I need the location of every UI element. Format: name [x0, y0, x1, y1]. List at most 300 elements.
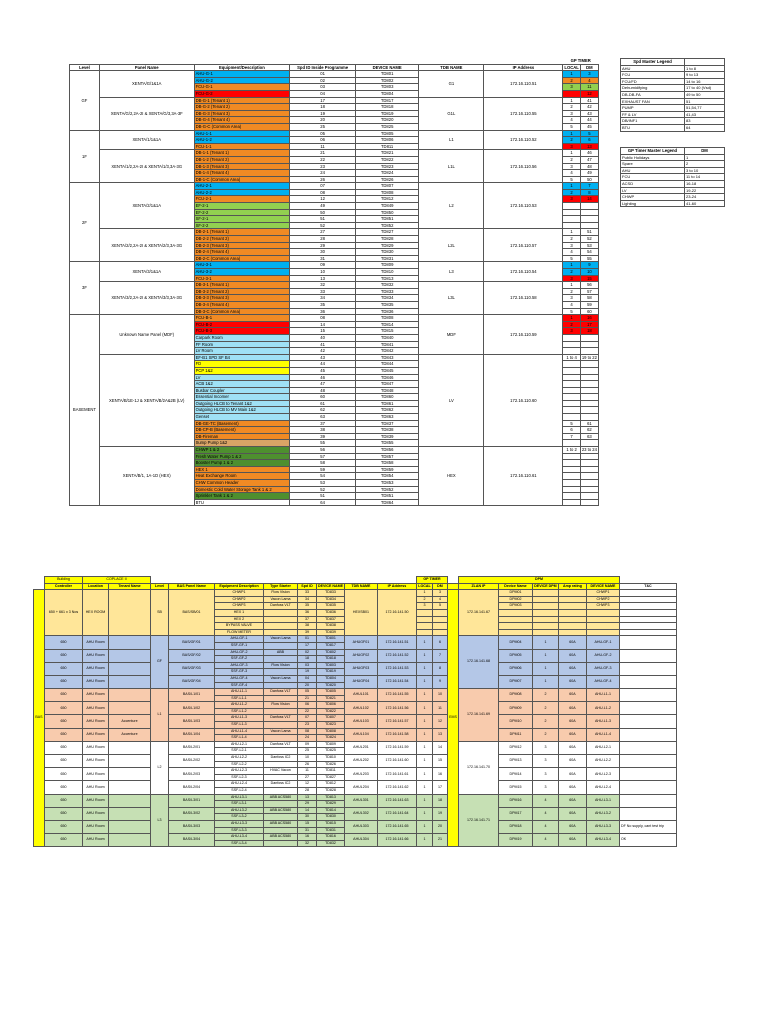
bas-panel-name: BAS/GF/04 — [169, 675, 215, 688]
spd-id: 04 — [298, 675, 317, 682]
gp-local — [563, 493, 580, 500]
device-name: TD820 — [355, 117, 418, 124]
amp-rating — [558, 603, 586, 610]
equipment-description: Carpark Room — [194, 334, 290, 341]
device-name: TD856 — [355, 447, 418, 454]
equipment-description: CHWP2 — [215, 596, 264, 603]
device-name: TD816 — [317, 834, 345, 841]
gp-local: 1 — [416, 755, 432, 768]
spd-id: 48 — [290, 387, 356, 394]
legend-key: DB-DB-FA — [621, 91, 685, 98]
equipment-description: DB-G-C (Common Area) — [194, 123, 290, 130]
gp-local: 4 — [563, 249, 580, 256]
equipment-description: DB-CP-B (Basement) — [194, 427, 290, 434]
spd-id: 15 — [298, 820, 317, 827]
equipment-description: FCU-1-1 — [194, 143, 290, 150]
level: SB — [151, 590, 169, 636]
ip-address: 172.16.141.66 — [377, 834, 416, 847]
building-label: Building — [45, 577, 83, 584]
device-name: TD847 — [355, 381, 418, 388]
equipment-description: DB-1-1 (Tenant 1) — [194, 150, 290, 157]
tc — [619, 794, 676, 807]
gp-dm: 17 — [580, 321, 598, 328]
equipment-description: DB-1-3 (Tenant 3) — [194, 163, 290, 170]
gp-local — [563, 499, 580, 506]
gp-local: 1 — [563, 71, 580, 78]
equipment-description: DB-1-4 (Tenant 4) — [194, 170, 290, 177]
legend-key: Lighting — [621, 200, 685, 207]
equipment-description: AHU-GF-2 — [215, 649, 264, 656]
equipment-description: AHU-L2-4 — [215, 781, 264, 788]
gp-dm: 61 — [580, 420, 598, 427]
spd-id: 17 — [290, 97, 356, 104]
tc — [619, 596, 676, 603]
gp-dm — [580, 222, 598, 229]
device-name: TD807 — [317, 715, 345, 722]
equipment-description: AHU-L3-3 — [215, 820, 264, 827]
tc — [619, 755, 676, 768]
tenant-name — [109, 794, 151, 807]
equipment-description: CHWP1 — [215, 590, 264, 597]
tc — [619, 609, 676, 616]
controller: 650 — [45, 662, 83, 675]
level-cell: BASEMENT — [70, 315, 100, 506]
dpm-device-name: DPM06 — [498, 662, 532, 675]
device-dpm: 4 — [532, 807, 558, 820]
ip-address: 172.16.141.60 — [377, 755, 416, 768]
spd-id: 47 — [290, 381, 356, 388]
ip-address: 172.16.110.58 — [484, 282, 563, 315]
gp-dm: 51 — [580, 229, 598, 236]
equipment-description: AHU-L1-3 — [215, 715, 264, 722]
dpm-device-name — [498, 616, 532, 623]
location: AHU Room — [83, 728, 109, 741]
controller: 650 — [45, 820, 83, 833]
table-row — [34, 728, 677, 735]
tenant-name — [109, 807, 151, 820]
gp-dm: 45 — [580, 123, 598, 130]
device-name: TD802 — [317, 649, 345, 656]
gp-dm: 5 — [580, 130, 598, 137]
gp-local: 2 — [563, 189, 580, 196]
gp-dm — [580, 400, 598, 407]
device-name: TD857 — [355, 453, 418, 460]
dpm-equipment: AHU-L1-3 — [586, 715, 619, 728]
gp-dm: 12 — [432, 715, 447, 728]
level: L2 — [151, 741, 169, 794]
column-header: DEVICE DPM — [532, 583, 558, 590]
device-name: TD862 — [355, 407, 418, 414]
equipment-description: SSF-L1-3 — [215, 722, 264, 729]
device-name: TD859 — [355, 466, 418, 473]
type-starter — [264, 669, 298, 676]
device-name: TD803 — [317, 662, 345, 669]
spd-id: 26 — [298, 761, 317, 768]
device-name: TD849 — [355, 203, 418, 210]
equipment-description: AHU-G-2 — [194, 77, 290, 84]
column-header: Panel Name — [99, 64, 194, 71]
gp-local: 3 — [563, 328, 580, 335]
column-header: Equipment Description — [215, 583, 264, 590]
device-dpm: 1 — [532, 662, 558, 675]
table-row — [34, 807, 677, 814]
device-name: TD851 — [355, 493, 418, 500]
tdb-name: AHUL303 — [344, 820, 377, 833]
device-name: TD812 — [355, 196, 418, 203]
legend-value: 14 to 16 — [685, 78, 725, 85]
device-dpm: 3 — [532, 755, 558, 768]
device-name: TD839 — [317, 629, 345, 636]
equipment-description: SSF-L1-2 — [215, 708, 264, 715]
legend-key: CHWP — [621, 194, 685, 201]
device-name: TD805 — [355, 130, 418, 137]
gp-local: 2 — [563, 104, 580, 111]
equipment-description: DB-2-1 (Tenant 1) — [194, 229, 290, 236]
spd-id: 01 — [290, 71, 356, 78]
spd-id: 21 — [290, 150, 356, 157]
tc — [619, 781, 676, 794]
device-name: TD833 — [317, 590, 345, 597]
spd-id: 59 — [290, 466, 356, 473]
dpm-device-name: DPM05 — [498, 649, 532, 662]
gp-local — [563, 466, 580, 473]
gp-local: 2 — [563, 321, 580, 328]
spd-id: 36 — [290, 308, 356, 315]
gp-dm: 3 — [580, 71, 598, 78]
equipment-description: SSF-L2-3 — [215, 774, 264, 781]
equipment-description: FCU-B-1 — [194, 315, 290, 322]
tdb-name: AHUGF04 — [344, 675, 377, 688]
legend-key: AHU — [621, 167, 685, 174]
spd-id: 41 — [290, 341, 356, 348]
equipment-description: DB-2-C (Common Area) — [194, 255, 290, 262]
bas-panel-name: BAS/GF/01 — [169, 636, 215, 649]
gp-dm — [580, 480, 598, 487]
device-name: TD854 — [355, 473, 418, 480]
type-starter — [264, 722, 298, 729]
dpm-device-name: DPM15 — [498, 781, 532, 794]
dpm-device-name: DPM07 — [498, 675, 532, 688]
type-starter: ABB ACS580 — [264, 834, 298, 841]
equipment-description: FCU-3-1 — [194, 275, 290, 282]
bms-dpm-table-lower — [33, 576, 741, 847]
controller: 650 — [45, 755, 83, 768]
gp-dm — [580, 466, 598, 473]
tenant-name — [109, 675, 151, 688]
gp-dm: 6 — [580, 137, 598, 144]
gp-dm: 11 — [580, 84, 598, 91]
gp-local: 1 — [563, 97, 580, 104]
dpm-equipment — [586, 616, 619, 623]
spd-id: 10 — [290, 269, 356, 276]
amp-rating: 60A — [558, 741, 586, 754]
device-dpm: 3 — [532, 781, 558, 794]
gp-dm — [580, 493, 598, 500]
device-name: TD828 — [355, 236, 418, 243]
spd-id: 33 — [290, 288, 356, 295]
equipment-description: Sump Pump 1&2 — [194, 440, 290, 447]
dpm-equipment: CHWP3 — [586, 603, 619, 610]
equipment-description: FCU-B-2 — [194, 321, 290, 328]
device-name: TD828 — [317, 788, 345, 795]
tdb-name: AHUGF03 — [344, 662, 377, 675]
gp-local: 6 — [563, 427, 580, 434]
tc: DF No supply, cant test trip — [619, 820, 676, 833]
gp-local: 3 — [416, 603, 432, 610]
type-starter — [264, 656, 298, 663]
gp-local: 3 — [563, 242, 580, 249]
gp-dm: 14 — [432, 741, 447, 754]
device-dpm: 4 — [532, 834, 558, 847]
type-starter: Flow Vision — [264, 590, 298, 597]
equipment-description: AHU-L3-4 — [215, 834, 264, 841]
gp-dm: 19 to 22 — [581, 354, 597, 360]
spd-id: 03 — [290, 84, 356, 91]
ip-address: 172.16.141.50 — [377, 590, 416, 636]
equipment-description: AHU-GF-4 — [215, 675, 264, 682]
gp-local: 3 — [563, 275, 580, 282]
panel-name: XENTA/B/1E-1J & XENTA/B/2A&2B (LV) — [99, 354, 194, 446]
gp-local: 1 — [416, 636, 432, 649]
gp-dm: 53 — [580, 242, 598, 249]
gp-dm: 8 — [580, 189, 598, 196]
amp-rating: 60A — [558, 689, 586, 702]
location: AHU Room — [83, 702, 109, 715]
location: AHU Room — [83, 768, 109, 781]
spd-id: 32 — [290, 282, 356, 289]
dpm-equipment: AHU-L1-1 — [586, 689, 619, 702]
equipment-description: AHU-L2-3 — [215, 768, 264, 775]
spd-id: 37 — [290, 420, 356, 427]
zlan-ip: 172.16.141.68 — [458, 636, 498, 689]
location: AHU Room — [83, 807, 109, 820]
spd-id: 18 — [290, 104, 356, 111]
device-name: TD851 — [355, 216, 418, 223]
table-row — [70, 282, 599, 289]
gp-local: 1 — [416, 781, 432, 794]
device-name: TD864 — [355, 499, 418, 506]
gp-dm: 13 — [580, 143, 598, 150]
column-header: Device Name — [498, 583, 532, 590]
device-name: TD836 — [317, 609, 345, 616]
device-dpm: 2 — [532, 715, 558, 728]
spd-id: 18 — [298, 656, 317, 663]
equipment-description: SSF-L3-3 — [215, 827, 264, 834]
spd-id: 23 — [290, 163, 356, 170]
gp-dm: 10 — [580, 269, 598, 276]
legend-value: 19-22 — [685, 187, 725, 194]
equipment-description: BYPASS VALVE — [215, 623, 264, 630]
amp-rating: 60A — [558, 675, 586, 688]
gp-local: 5 — [563, 308, 580, 315]
amp-rating: 60A — [558, 755, 586, 768]
tdb-name: AHUL302 — [344, 807, 377, 820]
equipment-description: DB-1-C (Common Area) — [194, 176, 290, 183]
gp-dm — [580, 203, 598, 210]
gp-local — [563, 486, 580, 493]
equipment-description: AHU-L1-4 — [215, 728, 264, 735]
dpm-device-name: DPM01 — [498, 590, 532, 597]
spd-id: 50 — [290, 209, 356, 216]
device-name: TD823 — [317, 722, 345, 729]
column-header: IP Address — [484, 64, 563, 71]
dpm-device-name: DPM13 — [498, 755, 532, 768]
gp-dm — [580, 499, 598, 506]
column-header: Spd ID — [298, 583, 317, 590]
ip-address: 172.16.110.56 — [484, 150, 563, 183]
building-value: COPLACE II — [83, 577, 151, 584]
gp-local — [563, 440, 580, 447]
equipment-description: AHU-GF-3 — [215, 662, 264, 669]
tdb-name: AHUGF01 — [344, 636, 377, 649]
device-name: TD817 — [355, 97, 418, 104]
dpm-equipment: AHU-GF-3 — [586, 662, 619, 675]
gp-local — [563, 387, 580, 394]
equipment-description: Outgoing HLCB to Tenant 1&2 — [194, 400, 290, 407]
spd-id: 33 — [298, 590, 317, 597]
legend-title: Spd Master Legend — [621, 59, 685, 66]
gp-local: 3 — [563, 196, 580, 203]
spd-id: 28 — [298, 788, 317, 795]
device-name: TD801 — [317, 636, 345, 643]
gp-local — [563, 453, 580, 460]
spd-id: 22 — [298, 708, 317, 715]
device-dpm: 4 — [532, 794, 558, 807]
equipment-description: DB-G-3 (Tenant 3) — [194, 110, 290, 117]
tdb-name: AHUL203 — [344, 768, 377, 781]
spd-id: 31 — [298, 827, 317, 834]
table-row — [34, 689, 677, 696]
table-row — [34, 768, 677, 775]
lower-grid — [33, 576, 677, 847]
spd-id: 44 — [290, 361, 356, 368]
device-name: TD838 — [317, 623, 345, 630]
legend-value: 3 to 10 — [685, 167, 725, 174]
zlan-ip: 172.16.141.67 — [458, 590, 498, 636]
gp-dm: 3 — [432, 590, 447, 597]
device-name: TD848 — [355, 387, 418, 394]
device-name: TD803 — [355, 84, 418, 91]
tenant-name — [109, 820, 151, 833]
bas-panel-name: BAS/L1/01 — [169, 689, 215, 702]
equipment-description: ACB 1&2 — [194, 381, 290, 388]
gp-local — [563, 414, 580, 421]
table-row — [34, 794, 677, 801]
amp-rating — [558, 590, 586, 597]
bas-panel-name: BAS/L2/02 — [169, 755, 215, 768]
equipment-description: FCU-B-3 — [194, 328, 290, 335]
tc — [619, 662, 676, 675]
bas-panel-name: BAS/L1/03 — [169, 715, 215, 728]
gp-dm: 56 — [580, 282, 598, 289]
gp-dm: 16 — [432, 768, 447, 781]
ip-address: 172.16.141.51 — [377, 636, 416, 649]
gp-local: 5 — [563, 123, 580, 130]
tdb-name: L2 — [419, 183, 484, 229]
device-name: TD808 — [317, 728, 345, 735]
device-name: TD806 — [355, 137, 418, 144]
tc — [619, 623, 676, 630]
gp-local — [563, 400, 580, 407]
table-row — [70, 97, 599, 104]
gp-dm — [580, 414, 598, 421]
bas-panel-name: BAS/L3/01 — [169, 794, 215, 807]
table-row — [34, 675, 677, 682]
gp-local — [416, 629, 432, 636]
device-name: TD804 — [317, 675, 345, 682]
gp-timer-master-legend — [620, 147, 725, 207]
bas-panel-name: BAS/L2/01 — [169, 741, 215, 754]
dpm-equipment: AHU-L1-4 — [586, 728, 619, 741]
panel-name: XENTA/2/1&1A — [99, 183, 194, 229]
gp-timer-header: GP TIMER — [570, 58, 591, 63]
device-name: TD810 — [317, 755, 345, 762]
equipment-description: HEX 1 — [215, 609, 264, 616]
equipment-description: SSF-L2-1 — [215, 748, 264, 755]
tdb-name: LV — [419, 354, 484, 446]
panel-name: XENTA/G/2,2A-2I & XENTA/G/3,3A-3F — [99, 97, 194, 130]
gp-local: 4 — [563, 301, 580, 308]
equipment-description: LV — [194, 374, 290, 381]
bas-panel-name: BAS/L3/03 — [169, 820, 215, 833]
spd-id: 43 — [290, 354, 356, 361]
table-row — [70, 262, 599, 269]
gp-dm: 47 — [580, 156, 598, 163]
dpm-equipment: AHU-L3-2 — [586, 807, 619, 820]
amp-rating: 60A — [558, 781, 586, 794]
equipment-table-upper — [69, 58, 599, 506]
table-row — [70, 183, 599, 190]
dpm-device-name — [498, 629, 532, 636]
tenant-name — [109, 755, 151, 768]
gp-dm: 58 — [580, 295, 598, 302]
gp-dm: 18 — [432, 794, 447, 807]
ip-address: 172.16.110.60 — [484, 354, 563, 446]
gp-dm: 4 — [580, 77, 598, 84]
table-row — [70, 130, 599, 137]
device-dpm: 4 — [532, 820, 558, 833]
device-dpm — [532, 629, 558, 636]
gp-local — [563, 480, 580, 487]
type-starter — [264, 642, 298, 649]
location: AHU Room — [83, 755, 109, 768]
spd-id: 38 — [290, 427, 356, 434]
type-starter: Danfoss VLT — [264, 741, 298, 748]
gp-dm: 42 — [580, 104, 598, 111]
dpm-equipment: AHU-GF-1 — [586, 636, 619, 649]
bas-panel-name: BAS/L3/04 — [169, 834, 215, 847]
ip-address: 172.16.110.51 — [484, 71, 563, 97]
equipment-description: SSF-L3-2 — [215, 814, 264, 821]
gp-local: 1 to 2 — [563, 447, 580, 454]
equipment-description: Domestic Cold Water Storage Tank 1 & 2 — [194, 486, 290, 493]
equipment-description: SF-2-2 — [194, 222, 290, 229]
tenant-name — [109, 662, 151, 675]
device-name: TD836 — [355, 308, 418, 315]
device-dpm: 2 — [532, 702, 558, 715]
gp-dm — [580, 348, 598, 355]
legend-key: FF & LV — [621, 111, 685, 118]
device-name: TD821 — [355, 150, 418, 157]
gp-dm — [580, 209, 598, 216]
gp-local: 2 — [563, 137, 580, 144]
bas-panel-name: BAS/L2/03 — [169, 768, 215, 781]
spd-id: 11 — [290, 143, 356, 150]
tc — [619, 715, 676, 728]
spd-id: 39 — [298, 629, 317, 636]
ip-address: 172.16.110.52 — [484, 130, 563, 150]
device-name: TD835 — [317, 603, 345, 610]
